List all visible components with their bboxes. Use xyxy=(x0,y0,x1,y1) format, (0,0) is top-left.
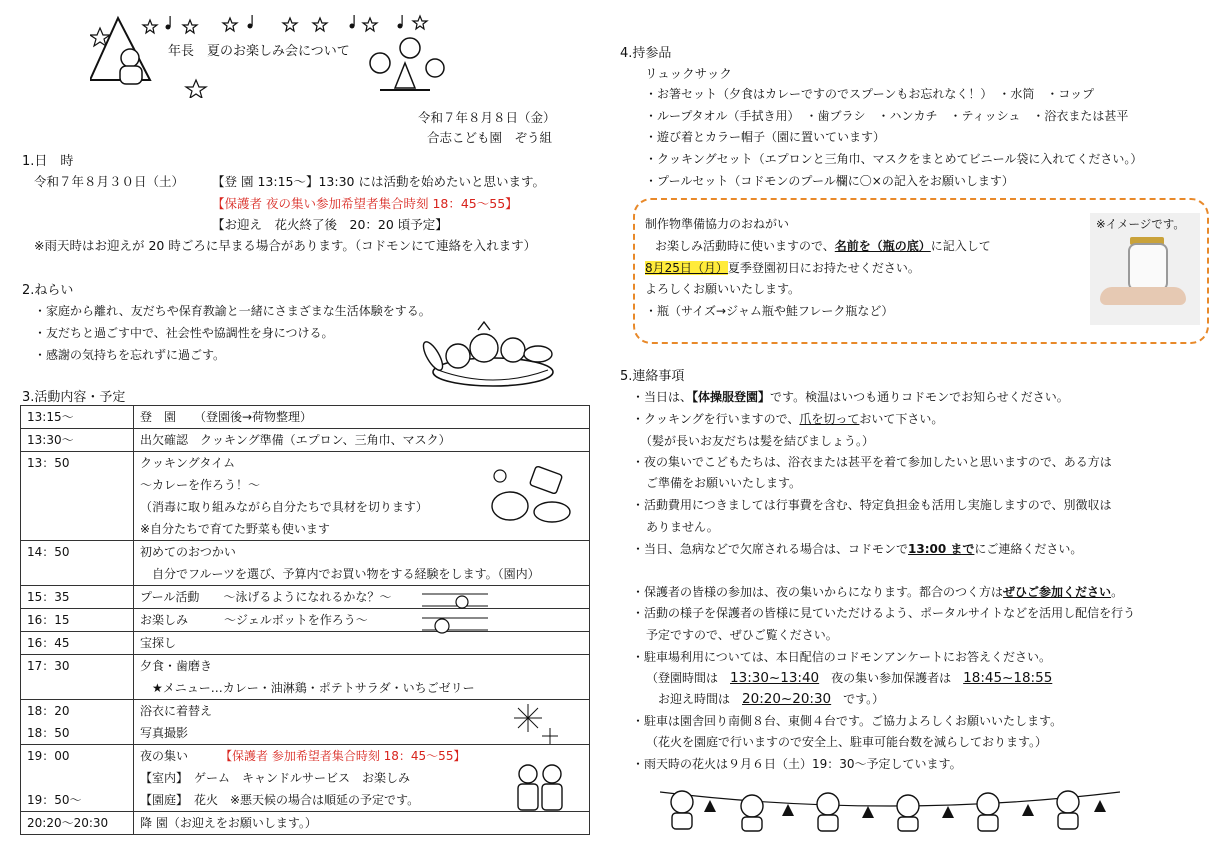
rain-note: ※雨天時はお迎えが 20 時ごろに早まる場合があります。（コドモンにて連絡を入れます） xyxy=(34,238,537,253)
notice-item: ・夜の集いでこどもたちは、浴衣または甚平を着て参加したいと思いますので、ある方は xyxy=(632,455,1112,469)
schedule-time: 18：50 xyxy=(27,726,70,740)
item-list-entry: ・クッキングセット（エプロンと三角巾、マスクをまとめてビニール袋に入れてください。） xyxy=(645,152,1143,166)
aim-item: ・家庭から離れ、友だちや保育教諭と一緒にさまざまな生活体験をする。 xyxy=(34,304,431,318)
vegetable-basket-illustration xyxy=(418,320,568,390)
table-row xyxy=(21,632,590,655)
schedule-time: 18：20 xyxy=(27,704,70,718)
aim-item: ・感謝の気持ちを忘れずに過ごす。 xyxy=(34,348,226,362)
swimming-pool-illustration xyxy=(422,586,488,646)
table-row xyxy=(21,745,590,812)
schedule-activity: 宝探し xyxy=(140,636,177,650)
schedule-activity: 初めてのおつかい xyxy=(140,545,236,559)
kids-yukata-illustration xyxy=(510,760,570,818)
schedule-activity: プール活動 ～泳げるようになれるかな？～ xyxy=(140,590,392,604)
notice-line: ・瓶（サイズ→ジャム瓶や鮭フレーク瓶など） xyxy=(645,304,894,318)
notice-item: ・当日、急病などで欠席される場合は、コドモンで13:00 までにご連絡ください。 xyxy=(632,542,1083,556)
table-row xyxy=(21,655,590,700)
schedule-activity: （消毒に取り組みながら自分たちで具材を切ります） xyxy=(140,500,428,514)
schedule-time: 13:30～ xyxy=(27,433,74,447)
notice-item: ご準備をお願いいたします。 xyxy=(646,476,802,490)
hand-shape xyxy=(1100,287,1186,305)
schedule-activity: 【園庭】 花火 ※悪天候の場合は順延の予定です。 xyxy=(140,793,420,807)
schedule-time: 20:20～20:30 xyxy=(27,816,109,830)
section-4-heading: 4.持参品 xyxy=(620,46,672,61)
notice-item: ・駐車は園舎回り南側８台、東側４台です。ご協力よろしくお願いいたします。 xyxy=(632,714,1063,728)
notice-item: ・当日は、【体操服登園】です。検温はいつも通りコドモンでお知らせください。 xyxy=(632,390,1069,404)
notice-title: 制作物準備協力のおねがい xyxy=(645,217,790,231)
schedule-activity: お楽しみ ～ジェルボットを作ろう～ xyxy=(140,613,368,627)
schedule-activity: 夕食・歯磨き xyxy=(140,659,213,673)
schedule-activity: 夜の集い xyxy=(140,749,189,763)
schedule-time: 17：30 xyxy=(27,659,70,673)
schedule-time: 13:15～ xyxy=(27,410,74,424)
participation-emphasis: ぜひご参加ください xyxy=(1003,585,1112,599)
schedule-time: 19：00 xyxy=(27,749,70,763)
guardian-meeting-note: 【保護者 参加希望者集合時刻 18：45～55】 xyxy=(220,749,466,763)
backpack-label: リュックサック xyxy=(645,66,732,81)
notice-item: （登園時間は 13:30~13:40 夜の集い参加保護者は 18:45~18:55 xyxy=(646,670,1053,686)
guardian-window: 18:45~18:55 xyxy=(963,670,1053,686)
item-list-entry: ・ループタオル（手拭き用） ・歯ブラシ ・ハンカチ ・ティッシュ ・浴衣または甚平 xyxy=(645,109,1129,123)
section-3-heading: 3.活動内容・予定 xyxy=(22,390,126,405)
deadline-emphasis: 13:00 まで xyxy=(908,542,975,556)
notice-item: 予定ですので、ぜひご覧ください。 xyxy=(646,628,838,642)
notice-item: ・活動費用につきましては行事費を含む、特定負担金も活用し実施しますので、別徴収は xyxy=(632,498,1112,512)
table-row xyxy=(21,541,590,586)
schedule-time: 16：15 xyxy=(27,613,70,627)
notice-item: ・駐車場利用については、本日配信のコドモンアンケートにお答えください。 xyxy=(632,650,1052,664)
notice-item: ・クッキングを行いますので、爪を切っておいて下さい。 xyxy=(632,412,944,426)
table-row xyxy=(21,812,590,835)
notice-line: お楽しみ活動時に使いますので、名前を（瓶の底）に記入して xyxy=(655,239,991,253)
schedule-activity: 浴衣に着替え xyxy=(140,704,213,718)
schedule-activity: ～カレーを作ろう！～ xyxy=(140,478,261,492)
notice-line: よろしくお願いいたします。 xyxy=(645,282,801,296)
name-on-bottom: 名前を（瓶の底） xyxy=(834,239,931,253)
notice-line: 8月25日（月）夏季登園初日にお持たせください。 xyxy=(645,261,920,275)
schedule-activity: ※自分たちで育てた野菜も使います xyxy=(140,522,330,536)
fireworks-illustration xyxy=(508,700,568,750)
cooking-utensils-illustration xyxy=(488,462,578,528)
schedule-time: 19：50～ xyxy=(27,793,82,807)
due-date-highlight: 8月25日（月） xyxy=(645,261,728,275)
nails-emphasis: 爪を切って xyxy=(799,412,860,426)
notice-item: ・雨天時の花火は９月６日（土）19：30～予定しています。 xyxy=(632,757,962,771)
schedule-activity: 【室内】 ゲーム キャンドルサービス お楽しみ xyxy=(140,771,411,785)
table-row xyxy=(21,586,590,609)
image-caption: ※イメージです。 xyxy=(1096,217,1185,231)
pickup-window: 20:20~20:30 xyxy=(742,691,832,707)
notice-item: ・活動の様子を保護者の皆様に見ていただけるよう、ポータルサイトなどを活用し配信を行う xyxy=(632,606,1136,620)
gym-clothes-emphasis: 【体操服登園】 xyxy=(692,390,771,404)
arrival-window: 13:30~13:40 xyxy=(730,670,820,686)
schedule-activity: ★メニュー…カレー・油淋鶏・ポテトサラダ・いちごゼリー xyxy=(140,681,475,695)
arrival-time: 【登 園 13:15～】13:30 には活動を始めたいと思います。 xyxy=(212,174,545,189)
schedule-time xyxy=(27,767,127,789)
guardian-meeting-time: 【保護者 夜の集い参加希望者集合時刻 18：45～55】 xyxy=(212,196,518,211)
table-row xyxy=(21,406,590,429)
schedule-time: 16：45 xyxy=(27,636,70,650)
schedule-activity: 降 園（お迎えをお願いします。） xyxy=(140,816,317,830)
section-2-heading: 2.ねらい xyxy=(22,283,74,298)
item-list-entry: ・遊び着とカラー帽子（園に置いています） xyxy=(645,130,886,144)
section-1-heading: 1.日 時 xyxy=(22,154,74,169)
notice-item: （髪が長いお友だちは髪を結びましょう。） xyxy=(640,434,875,448)
table-row xyxy=(21,700,590,745)
event-date: 令和７年８月３０日（土） xyxy=(34,174,185,189)
schedule-activity: 自分でフルーツを選び、予算内でお買い物をする経験をします。（園内） xyxy=(140,567,540,581)
schedule-activity: 登 園 （登園後→荷物整理） xyxy=(140,410,313,424)
aim-item: ・友だちと過ごす中で、社会性や協調性を身につける。 xyxy=(34,326,334,340)
schedule-activity: クッキングタイム xyxy=(140,456,236,470)
schedule-activity: 出欠確認 クッキング準備（エプロン、三角巾、マスク） xyxy=(140,433,451,447)
kids-garland-illustration xyxy=(660,780,1120,836)
page-title: 年長 夏のお楽しみ会について xyxy=(168,44,350,59)
item-list-entry: ・お箸セット（夕食はカレーですのでスプーンもお忘れなく！） ・水筒 ・コップ xyxy=(645,87,1095,101)
schedule-time: 15：35 xyxy=(27,590,70,604)
schedule-activity: 写真撮影 xyxy=(140,726,189,740)
schedule-time: 14：50 xyxy=(27,545,70,559)
pickup-time: 【お迎え 花火終了後 20：20 頃予定】 xyxy=(212,217,448,232)
schedule-time: 13：50 xyxy=(27,456,70,470)
item-list-entry: ・プールセット（コドモンのプール欄に〇×の記入をお願いします） xyxy=(645,174,1014,188)
organization: 合志こども園 ぞう組 xyxy=(427,130,553,145)
notice-item: （花火を園庭で行いますので安全上、駐車可能台数を減らしております。） xyxy=(646,735,1048,749)
jar-glass xyxy=(1128,243,1168,291)
notice-item: お迎え時間は 20:20~20:30 です。） xyxy=(658,691,885,707)
notice-item: ありません。 xyxy=(646,520,719,534)
issue-date: 令和７年８月８日（金） xyxy=(418,110,556,125)
notice-item: ・保護者の皆様の参加は、夜の集いからになります。都合のつく方はぜひご参加ください。 xyxy=(632,585,1124,599)
section-5-heading: 5.連絡事項 xyxy=(620,369,685,384)
table-row xyxy=(21,609,590,632)
table-row xyxy=(21,429,590,452)
